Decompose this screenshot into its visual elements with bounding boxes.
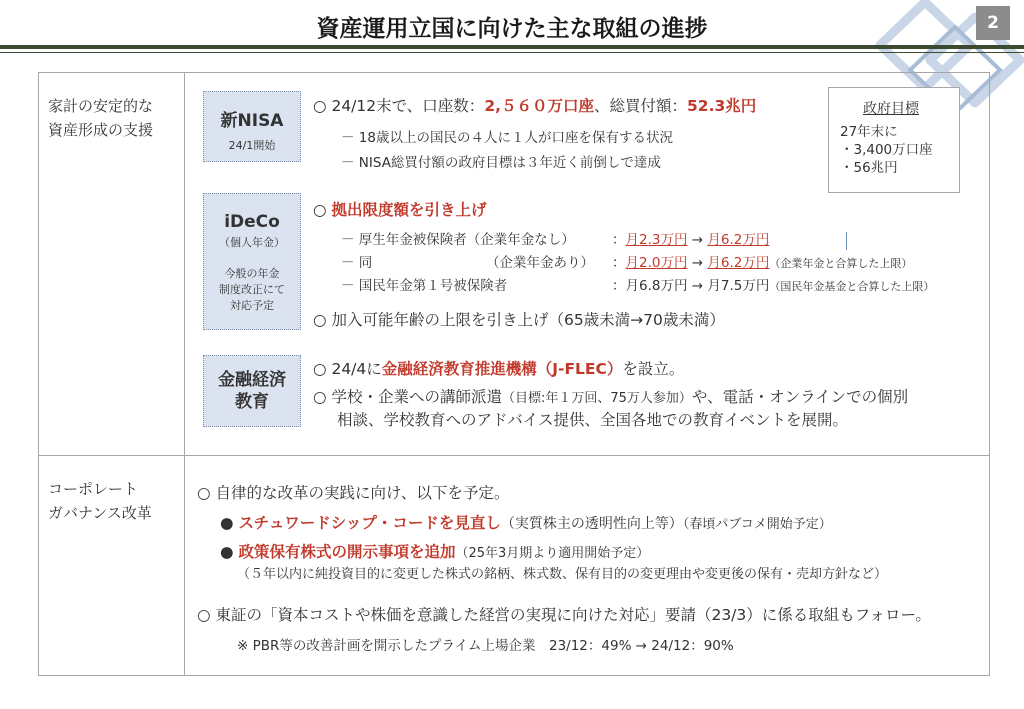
education-line1	[313, 357, 684, 379]
nisa-sub2: － NISA総買付額の政府目標は３年近く前倒しで達成	[341, 155, 661, 171]
category-note	[204, 266, 300, 314]
section-label-household	[48, 94, 153, 142]
category-title	[204, 369, 300, 413]
ideco-from-value: 月2.0万円	[625, 255, 688, 271]
column-divider	[184, 72, 185, 676]
bullet: ●	[220, 514, 234, 532]
nisa-amount: 52.3兆円	[687, 97, 757, 115]
text: ：	[612, 232, 626, 248]
text: （春頃パブコメ開始予定）	[682, 517, 832, 532]
section-label-line: ガバナンス改革	[48, 504, 152, 522]
nisa-headline	[313, 94, 756, 116]
education-target: （目標:年１万回、75万人参加）	[501, 391, 692, 406]
arrow: →	[687, 278, 708, 294]
text: ○ 24/4に	[313, 360, 382, 378]
education-line3: 相談、学校教育へのアドバイス提供、全国各地での教育イベントを展開。	[337, 411, 849, 429]
category-title-line: 金融経済	[218, 370, 286, 390]
text: ：	[612, 255, 626, 271]
ideco-row-values	[612, 274, 934, 294]
ideco-to-value: 月6.2万円	[707, 232, 770, 248]
education-line2	[313, 385, 908, 407]
category-note-line: 対応予定	[230, 299, 274, 312]
cursor-mark	[846, 232, 847, 250]
text: を設立。	[622, 360, 685, 378]
ideco-from-value: 月2.3万円	[625, 232, 688, 248]
cross-shareholding: 政策保有株式の開示事項を追加	[238, 543, 456, 561]
arrow: →	[687, 255, 708, 271]
goal-body	[840, 123, 933, 177]
ideco-row-label-2: （企業年金あり）	[486, 255, 594, 271]
category-title-line: 教育	[235, 392, 269, 412]
header-rule-thin	[0, 52, 1024, 53]
tse-line: ○ 東証の「資本コストや株価を意識した経営の実現に向けた対応」要請（23/3）に係る取組もフォロー。	[197, 606, 931, 624]
section-label-line: 家計の安定的な	[48, 97, 154, 115]
text: （実質株主の透明性向上等）	[500, 516, 683, 532]
category-note-line: 今般の年金	[224, 267, 280, 280]
text: 、総買付額：	[594, 97, 688, 115]
governance-intro: ○ 自律的な改革の実践に向け、以下を予定。	[197, 484, 510, 502]
ideco-note: （企業年金と合算した上限）	[769, 257, 913, 270]
governance-bullet-1	[220, 511, 832, 533]
nisa-accounts: 2,５６０万口座	[484, 97, 594, 115]
page-number: 2	[976, 6, 1010, 40]
ideco-row-label: － 国民年金第１号被保険者	[341, 278, 508, 294]
category-box-education	[203, 355, 301, 427]
text: ○ 学校・企業への講師派遣	[313, 388, 502, 406]
governance-bullet-2-detail: （５年以内に純投資目的に変更した株式の銘柄、株式数、保有目的の変更理由や変更後の保有・売却方針など）	[237, 567, 888, 582]
government-goal-box	[828, 87, 960, 193]
category-box-nisa	[203, 91, 301, 162]
ideco-note: （国民年金基金と合算した上限）	[769, 280, 935, 293]
category-title: 新NISA	[220, 111, 284, 131]
text: や、電話・オンラインでの個別	[691, 388, 909, 406]
ideco-row-label: － 同	[341, 255, 373, 271]
governance-bullet-2	[220, 540, 649, 562]
section-label-line: コーポレート	[48, 480, 139, 498]
nisa-sub1: － 18歳以上の国民の４人に１人が口座を保有する状況	[341, 130, 673, 146]
goal-line: ・56兆円	[840, 160, 898, 176]
category-note-line: 制度改正にて	[219, 283, 285, 296]
category-box-ideco	[203, 193, 301, 330]
goal-line: ・3,400万口座	[840, 142, 933, 158]
arrow: →	[687, 232, 708, 248]
stewardship-code: スチュワードシップ・コードを見直し	[238, 514, 501, 532]
section-label-governance	[48, 477, 152, 525]
ideco-age-line: ○ 加入可能年齢の上限を引き上げ（65歳未満→70歳未満）	[313, 311, 725, 329]
pbr-line: ※ PBR等の改善計画を開示したプライム上場企業 23/12：49% → 24/12：90%	[237, 638, 734, 654]
category-subtitle: 24/1開始	[228, 139, 276, 152]
page-title: 資産運用立国に向けた主な取組の進捗	[316, 16, 708, 42]
ideco-row-values	[612, 228, 769, 248]
category-title: iDeCo	[224, 212, 280, 232]
ideco-headline-text: 拠出限度額を引き上げ	[331, 201, 487, 219]
ideco-from-value: 月6.8万円	[625, 278, 688, 294]
header-rule	[0, 45, 1024, 49]
ideco-row-values	[612, 251, 912, 271]
section-label-line: 資産形成の支援	[48, 121, 154, 139]
ideco-row-label: － 厚生年金被保険者（企業年金なし）	[341, 232, 575, 248]
bullet: ●	[220, 543, 234, 561]
goal-title: 政府目標	[863, 101, 919, 117]
text: （25年3月期より適用開始予定）	[455, 546, 650, 561]
text: ：	[612, 278, 626, 294]
jflec-name: 金融経済教育推進機構（J-FLEC）	[381, 360, 623, 378]
text: ○ 24/12末で、口座数：	[313, 97, 485, 115]
ideco-to-value: 月6.2万円	[707, 255, 770, 271]
ideco-to-value: 月7.5万円	[707, 278, 770, 294]
ideco-headline	[313, 198, 486, 220]
goal-line: 27年末に	[840, 124, 898, 140]
category-subtitle: （個人年金）	[219, 236, 285, 249]
section-divider	[38, 455, 990, 456]
bullet: ○	[313, 201, 332, 219]
